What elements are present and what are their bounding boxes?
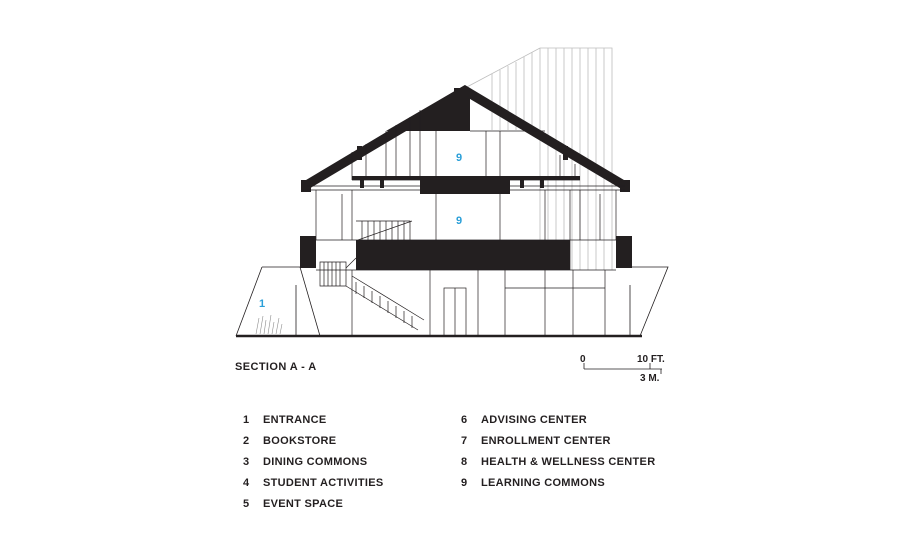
legend-number: 8 — [461, 455, 468, 468]
legend-label: ADVISING CENTER — [481, 413, 587, 426]
legend-item — [243, 430, 384, 451]
legend-item — [461, 430, 655, 451]
legend-number: 2 — [243, 434, 250, 447]
floor-slabs — [300, 236, 632, 270]
legend-label: HEALTH & WELLNESS CENTER — [481, 455, 656, 468]
legend-item — [243, 493, 384, 514]
room-label-learning-commons-upper: 9 — [456, 152, 463, 164]
scale-feet-label: 10 FT. — [637, 354, 665, 365]
legend-item — [461, 472, 655, 493]
legend-number: 1 — [243, 413, 250, 426]
legend-label: BOOKSTORE — [263, 434, 337, 447]
legend-left-column — [243, 409, 384, 514]
legend-label: ENTRANCE — [263, 413, 327, 426]
legend-right-column — [461, 409, 655, 493]
legend-item — [243, 451, 384, 472]
legend-number: 5 — [243, 497, 250, 510]
legend-number: 4 — [243, 476, 250, 489]
section-title: SECTION A - A — [235, 361, 317, 373]
legend-number: 3 — [243, 455, 250, 468]
room-label-entrance: 1 — [259, 298, 266, 310]
legend-item — [461, 409, 655, 430]
scale-start-label: 0 — [580, 354, 586, 365]
legend-item — [461, 451, 655, 472]
lower-floor-frame — [316, 270, 616, 336]
legend-number: 7 — [461, 434, 468, 447]
legend-number: 6 — [461, 413, 468, 426]
background-building — [465, 48, 612, 270]
legend-number: 9 — [461, 476, 468, 489]
legend-label: EVENT SPACE — [263, 497, 344, 510]
roof — [301, 85, 630, 192]
legend-label: ENROLLMENT CENTER — [481, 434, 611, 447]
legend-item — [243, 472, 384, 493]
legend-item — [243, 409, 384, 430]
legend-label: DINING COMMONS — [263, 455, 368, 468]
scale-meters-label: 3 M. — [640, 373, 660, 384]
upper-stair — [356, 221, 412, 240]
scale-bar — [580, 354, 665, 384]
legend-label: LEARNING COMMONS — [481, 476, 605, 489]
ground-plinth — [236, 267, 668, 336]
room-label-learning-commons-lower: 9 — [456, 215, 463, 227]
legend-label: STUDENT ACTIVITIES — [263, 476, 384, 489]
entrance-grass — [256, 315, 282, 334]
